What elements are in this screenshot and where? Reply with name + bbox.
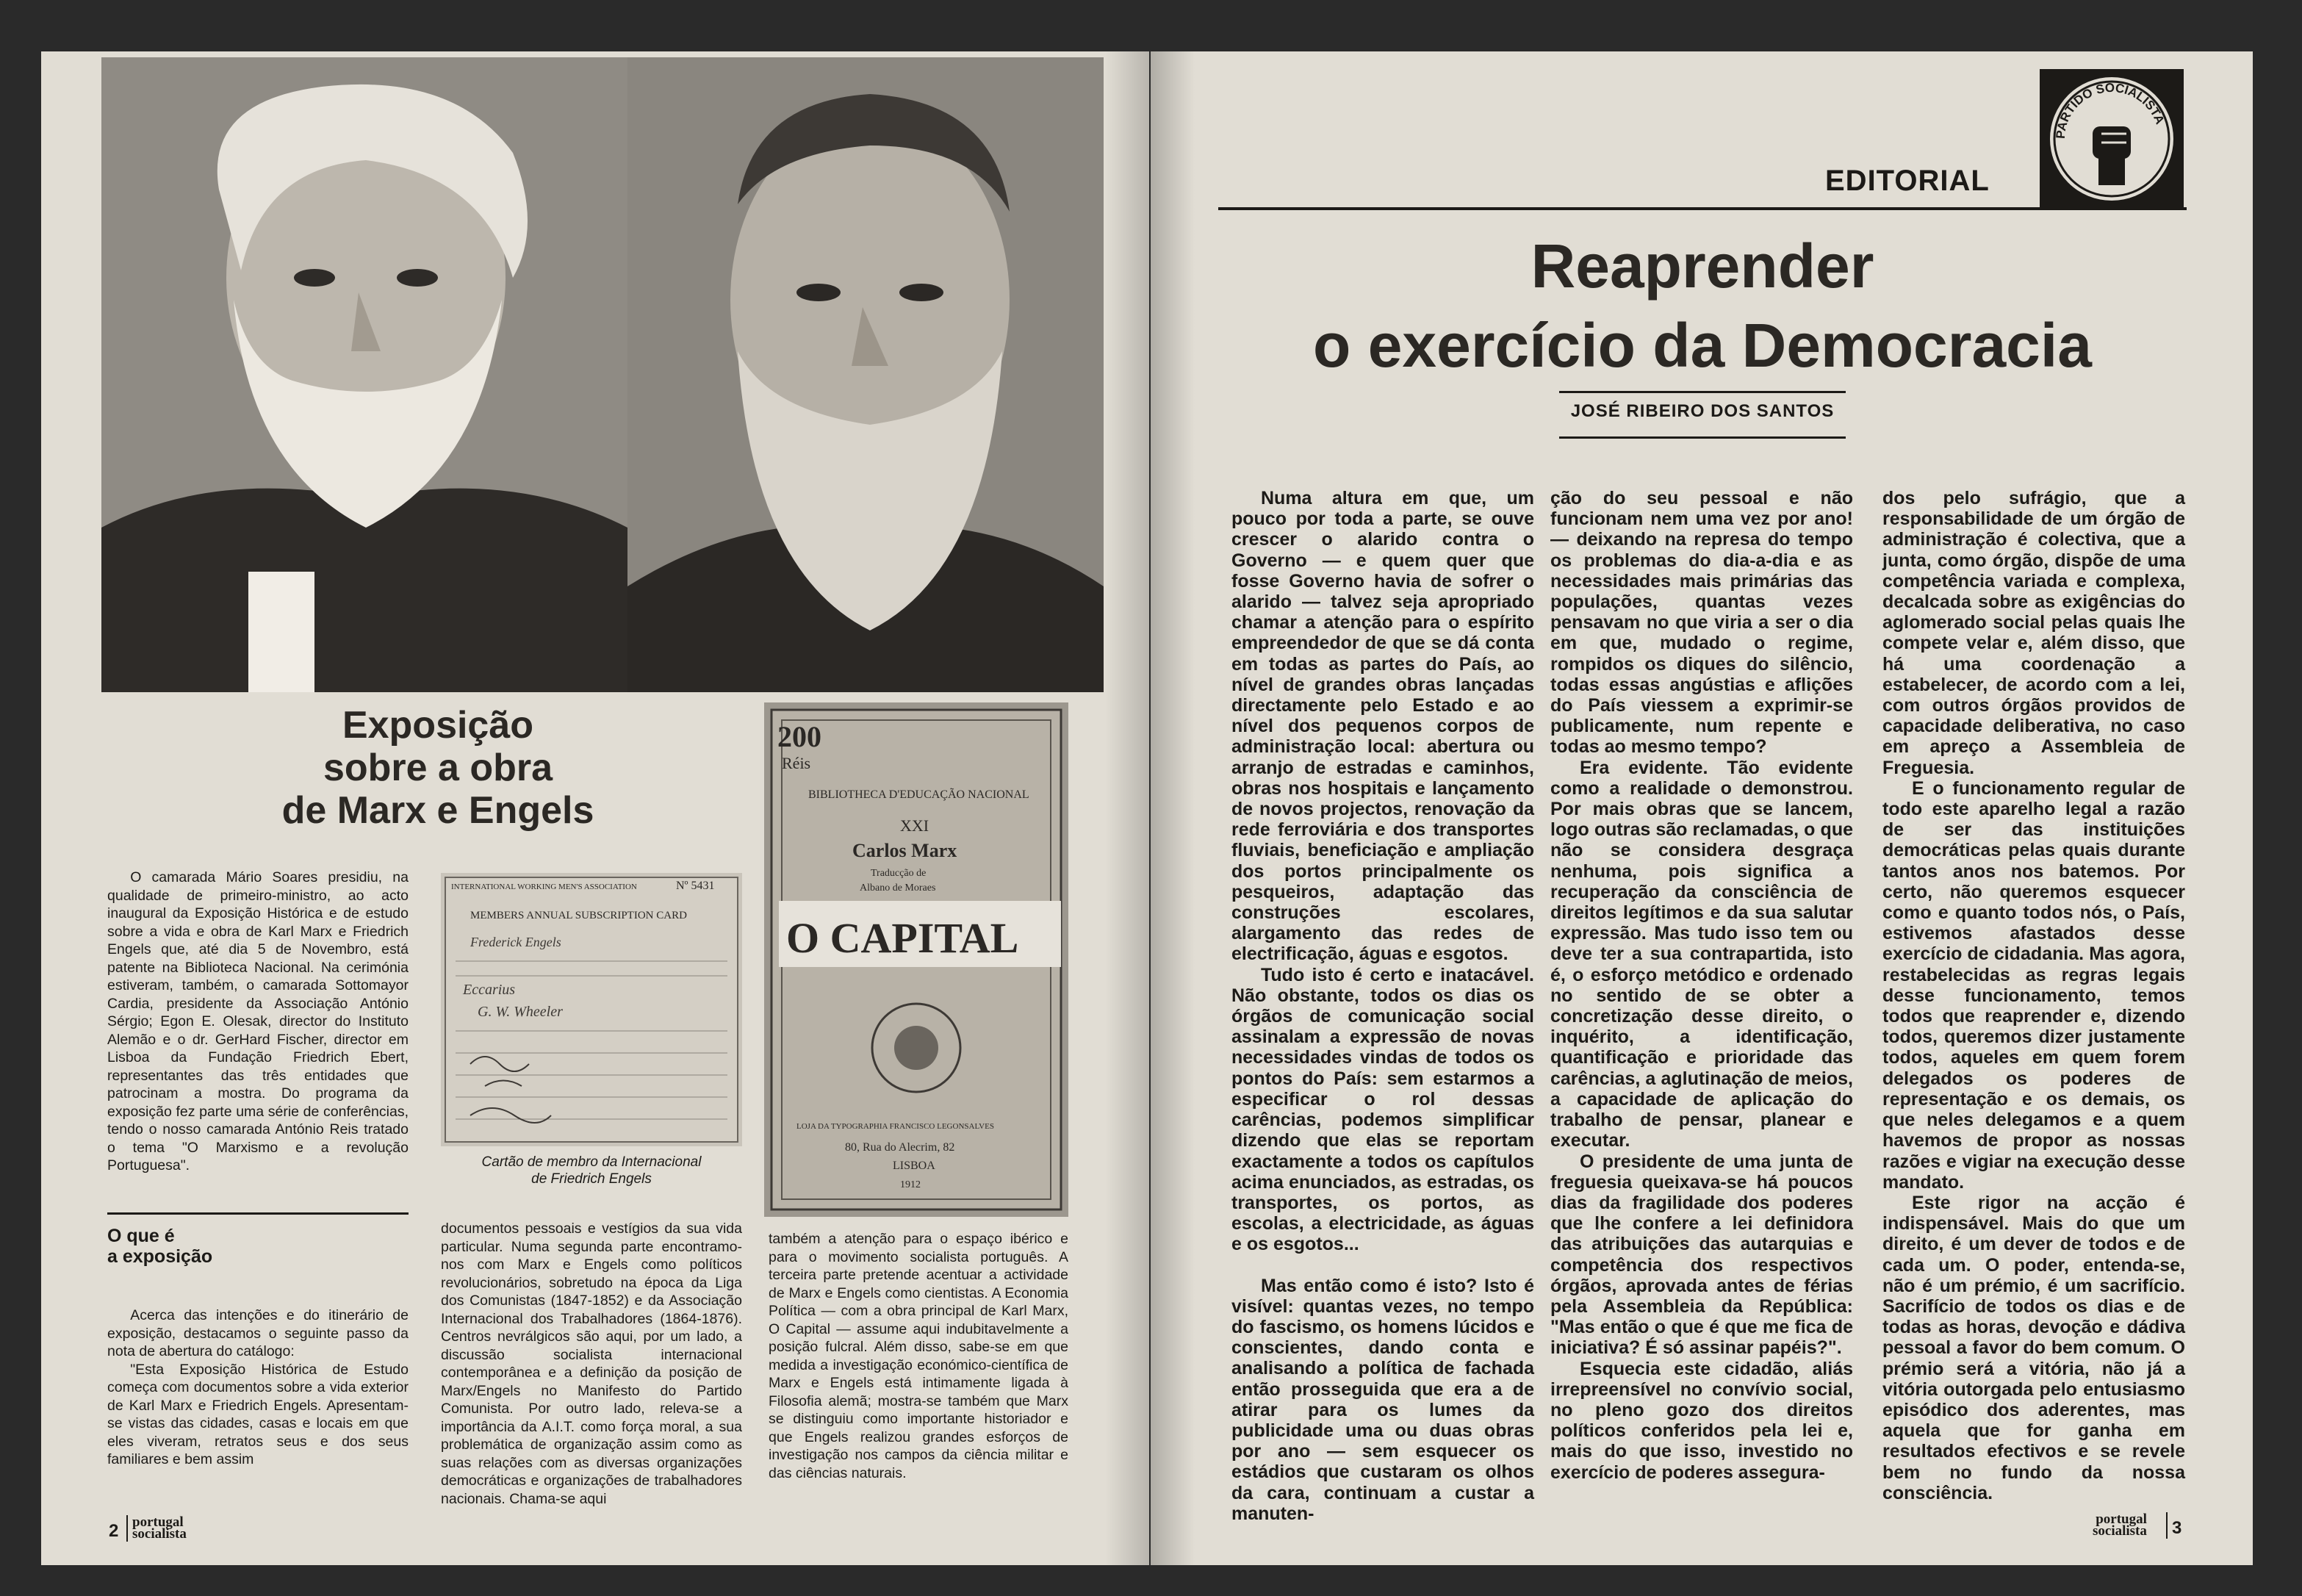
membership-card-image [441,873,742,1146]
byline-rule-top [1559,391,1846,393]
body-paragraph: Este rigor na acção é indispensável. Mais do que um direito, é um dever de todos e de cada um. O poder, entenda-se, não é um prémio, é um sacrifício. Sacrifício de todos os dias e de todas as horas, devoção e dádiva pessoal a favor do bem comum. O prémio será a vitória, não já a vitória outorgada pelo entusiasmo episódico dos aderentes, mas aquela que for ganha em resultados efectivos e se revele bem no fundo da nossa consciência. [1882,1192,2185,1503]
exhibition-headline-line: sobre a obra [323,747,553,789]
masthead-line: socialista [2093,1523,2147,1539]
masthead-logo-right [2093,1511,2147,1539]
left-page [41,51,1149,1565]
folio-divider [126,1515,128,1542]
body-paragraph: O presidente de uma junta de freguesia queixava-se há poucos dias da fragilidade dos poderes que lhe confere a lei definidora das atribuições das autarquias e competência dos respectivos órgãos, aprovada antes de férias pela Assembleia da República: "Mas então o que é que me fica de iniciativa? É só assinar papéis?". [1550,1151,1853,1359]
card-handwriting: G. W. Wheeler [478,1004,563,1020]
editorial-column-1 [1231,488,1534,1524]
marx-portrait [101,57,627,692]
folio-divider [2166,1512,2168,1539]
editorial-rule [1218,207,2187,210]
card-title: MEMBERS ANNUAL SUBSCRIPTION CARD [470,910,687,921]
card-handwriting: Frederick Engels [470,935,561,949]
card-caption-line: Cartão de membro da Internacional [481,1154,702,1170]
gutter-shadow [1151,51,1195,1565]
byline-rule-bottom [1559,436,1846,439]
exhibition-column-2 [441,1220,742,1508]
body-paragraph: Tudo isto é certo e inatacável. Não obstante, todos os dias os órgãos de comunicação social assinalam a expressão de novas necessidades vindas de todos os pontos do País: sem estarmos a especificar o rol dessas carências, podemos simplificar dizendo que elas se reportam exactamente a todos os capítulos acima enunciados, as estradas, os transportes, os portos, as escolas, a electricidade, as águas e os esgotos... [1231,964,1534,1255]
book-translator: Traducção de [871,868,927,879]
book-city: LISBOA [893,1160,935,1172]
body-paragraph: documentos pessoais e vestígios da sua vida particular. Numa segunda parte encontramo-nos com Marx e Engels como políticos revolucionários, sobretudo na época da Liga dos Comunistas (1847-1852) e da Associação Internacional dos Trabalhadores (1864-1876). Centros nevrálgicos são aqui, por um lado, a discussão socialista internacional contemporânea e a definição da posição de Marx/Engels no Manifesto do Partido Comunista. Por outro lado, releva-se a importância da A.I.T. como força moral, a sua problemática de organização assim como as suas relações com as diversas organizações democráticas e organizações de trabalhadores nacionais. Chama-se aqui [441,1221,742,1507]
book-price: 200 [777,720,821,753]
masthead-logo-left [132,1514,187,1542]
subhead-line: a exposição [107,1246,213,1267]
card-header: INTERNATIONAL WORKING MEN'S ASSOCIATION [451,883,637,891]
body-paragraph: dos pelo sufrágio, que a responsabilidade de um órgão de administração é colectiva, que a junta, como órgão, dispõe de uma competência variada e complexa, decalcada sobre as exigências do aglomerado social pelas quais lhe compete velar e, além disso, que há uma coordenação a estabelecer, de acordo com a lei, com outros órgãos providos de capacidade deliberativa, no caso em apreço a Assembleia de Freguesia. [1882,488,2185,778]
body-paragraph: O camarada Mário Soares presidiu, na qualidade de primeiro-ministro, ao acto inaugural da Exposição Histórica e de estudo sobre a vida e obra de Karl Marx e Friedrich Engels que, até dia 5 de Novembro, está patente na Biblioteca Nacional. Na cerimónia estiveram, também, o camarada Sottomayor Cardia, presidente da Associação António Sérgio; Egon E. Olesak, director do Instituto Alemão e o dr. GerHard Fischer, director em Lisboa da Fundação Friedrich Ebert, representantes das três entidades que patrocinam a mostra. Do programa da exposição fez parte uma série de conferências, tendo o nosso camarada António Reis tratado o tema "O Marxismo e a revolução Portuguesa". [107,869,409,1173]
book-title: O CAPITAL [786,914,1019,962]
book-year: 1912 [900,1179,921,1190]
exhibition-column-3 [769,1230,1068,1482]
book-author: Carlos Marx [852,840,957,861]
engels-portrait [627,57,1104,692]
masthead-line: socialista [132,1526,187,1542]
editorial-column-2 [1550,488,1853,1483]
book-translator: Albano de Moraes [860,883,936,894]
page-number-left: 2 [109,1521,119,1541]
book-publisher: LOJA DA TYPOGRAPHIA FRANCISCO LEGONSALVES [796,1122,994,1131]
masthead-line: portugal [2096,1511,2147,1527]
editorial-headline-line: Reaprender [1531,231,1874,301]
subhead-o-que-e [107,1226,409,1267]
masthead-line: portugal [132,1514,184,1530]
body-paragraph: Era evidente. Tão evidente como a realidade o demonstrou. Por mais obras que se lancem, logo outras são reclamadas, o que não se considera desgraça nenhuma, pois significa a recuperação da consciência de direitos legítimos e da sua salutar expressão. Mas tudo isso tem ou deve ter a sua contrapartida, isto é, o esforço metódico e ordenado no sentido de se obter a concretização desse direito, o inquérito, a identificação, quantificação e prioridade das carências, a aglutinação de meios, a capacidade de aplicação do trabalho de pensar, planear e executar. [1550,757,1853,1151]
card-caption [441,1154,742,1187]
editorial-section-label: EDITORIAL [1825,165,1990,197]
partido-socialista-badge [2040,69,2184,209]
byline: JOSÉ RIBEIRO DOS SANTOS [1570,401,1835,421]
book-currency: Réis [782,754,811,772]
body-paragraph: ção do seu pessoal e não funcionam nem uma vez por ano! — deixando na represa do tempo os problemas do dia-a-dia e as necessidades mais primárias das populações, quantas vezes pensavam no que viria a ser o dia em que, mudado o regime, rompidos os diques do silêncio, todas essas angústias e aflições do País viessem a exprimir-se publicamente, num repente e todas ao mesmo tempo? [1550,488,1853,758]
exhibition-headline-line: de Marx e Engels [281,789,594,832]
card-number: Nº 5431 [676,880,715,892]
card-handwriting: Eccarius [463,982,516,998]
badge-text: PARTIDO SOCIALISTA [2053,80,2168,140]
exhibition-intro-column [107,869,409,1175]
body-paragraph: Esquecia este cidadão, aliás irrepreensível no convívio social, no pleno gozo dos direitos políticos conferidos pela lei e, mais do que isso, investido no exercício de poderes assegura- [1550,1358,1853,1483]
gutter-shadow [1105,51,1149,1565]
editorial-headline-line: o exercício da Democracia [1313,311,2092,380]
editorial-headline [1218,226,2187,385]
body-paragraph: Mas então como é isto? Isto é visível: quantas vezes, no tempo do fascismo, os homens lúcidos e conscientes, dando conta e analisando a política de fachada então prosseguida que era a de atirar para os lumes da publicidade uma ou duas obras por ano — sem esquecer os estádios que custaram os olhos da cara, continuam a custar a manuten- [1231,1275,1534,1524]
book-address: 80, Rua do Alecrim, 82 [845,1141,955,1154]
exhibition-headline [240,704,636,832]
subhead-line: O que é [107,1226,175,1246]
right-page [1151,51,2253,1565]
page-number-right: 3 [2172,1518,2182,1538]
capital-book-cover [764,702,1068,1217]
book-volume: XXI [900,816,929,835]
editorial-column-3 [1882,488,2185,1503]
body-paragraph: também a atenção para o espaço ibérico e para o movimento socialista português. A terceira parte pretende acentuar a actividade de Marx e Engels como cientistas. A Economia Política — com a obra principal de Karl Marx, O Capital — assume aqui indubitavelmente a posição fulcral. Além disso, sabe-se em que medida a investigação económico-científica de Marx e Engels está intimamente ligada à Filosofia alemã; mostra-se também que Marx se distinguiu como importante historiador e que Engels realizou grandes esforços de investigação nos campos da ciência militar e das ciências naturais. [769,1231,1068,1481]
body-paragraph: E o funcionamento regular de todo este aparelho legal a razão de ser das instituições democráticas pelas quais durante tantos anos nos batemos. Por certo, não queremos esquecer como e quanto todos nós, o País, estivemos afastados desse exercício de cidadania. Mas agora, restabelecidas as regras legais desse funcionamento, temos todos que reaprender e, dizendo todos, queremos dizer justamente todos, aqueles em quem forem delegados os poderes de representação e os demais, os que neles delegamos e a quem havemos de propor as nossas razões e vigiar na execução desse mandato. [1882,777,2185,1193]
card-caption-line: de Friedrich Engels [531,1171,652,1187]
section-divider [107,1212,409,1215]
exhibition-catalog-column [107,1306,409,1469]
book-series: BIBLIOTHECA D'EDUCAÇÃO NACIONAL [808,788,1029,801]
exhibition-headline-line: Exposição [342,704,534,747]
body-paragraph: "Esta Exposição Histórica de Estudo começa com documentos sobre a vida exterior de Karl Marx e Friedrich Engels. Apresentam-se vistas das cidades, casas e locais em que eles viveram, retratos seus e dos seus familiares e bem assim [107,1361,409,1467]
body-paragraph: Acerca das intenções e do itinerário de exposição, destacamos o seguinte passo da nota de abertura do catálogo: [107,1307,409,1359]
body-paragraph: Numa altura em que, um pouco por toda a parte, se ouve crescer o alarido contra o Governo — e quem quer que fosse Governo havia de sofrer o alarido — talvez seja apropriado chamar a atenção para o espírito empreendedor de que se dá conta em todas as partes do País, ao nível de grandes obras lançadas directamente pelo Estado e ao nível dos pequenos corpos de administração local: abertura ou arranjo de estradas e caminhos, obras nos hospitais e lançamento de novos projectos, renovação da rede ferroviária e dos transportes fluviais, beneficiação e ampliação dos portos principalmente os pesqueiros, adaptação das construções escolares, alargamento das redes de electrificação, águas e esgotos. [1231,488,1534,965]
